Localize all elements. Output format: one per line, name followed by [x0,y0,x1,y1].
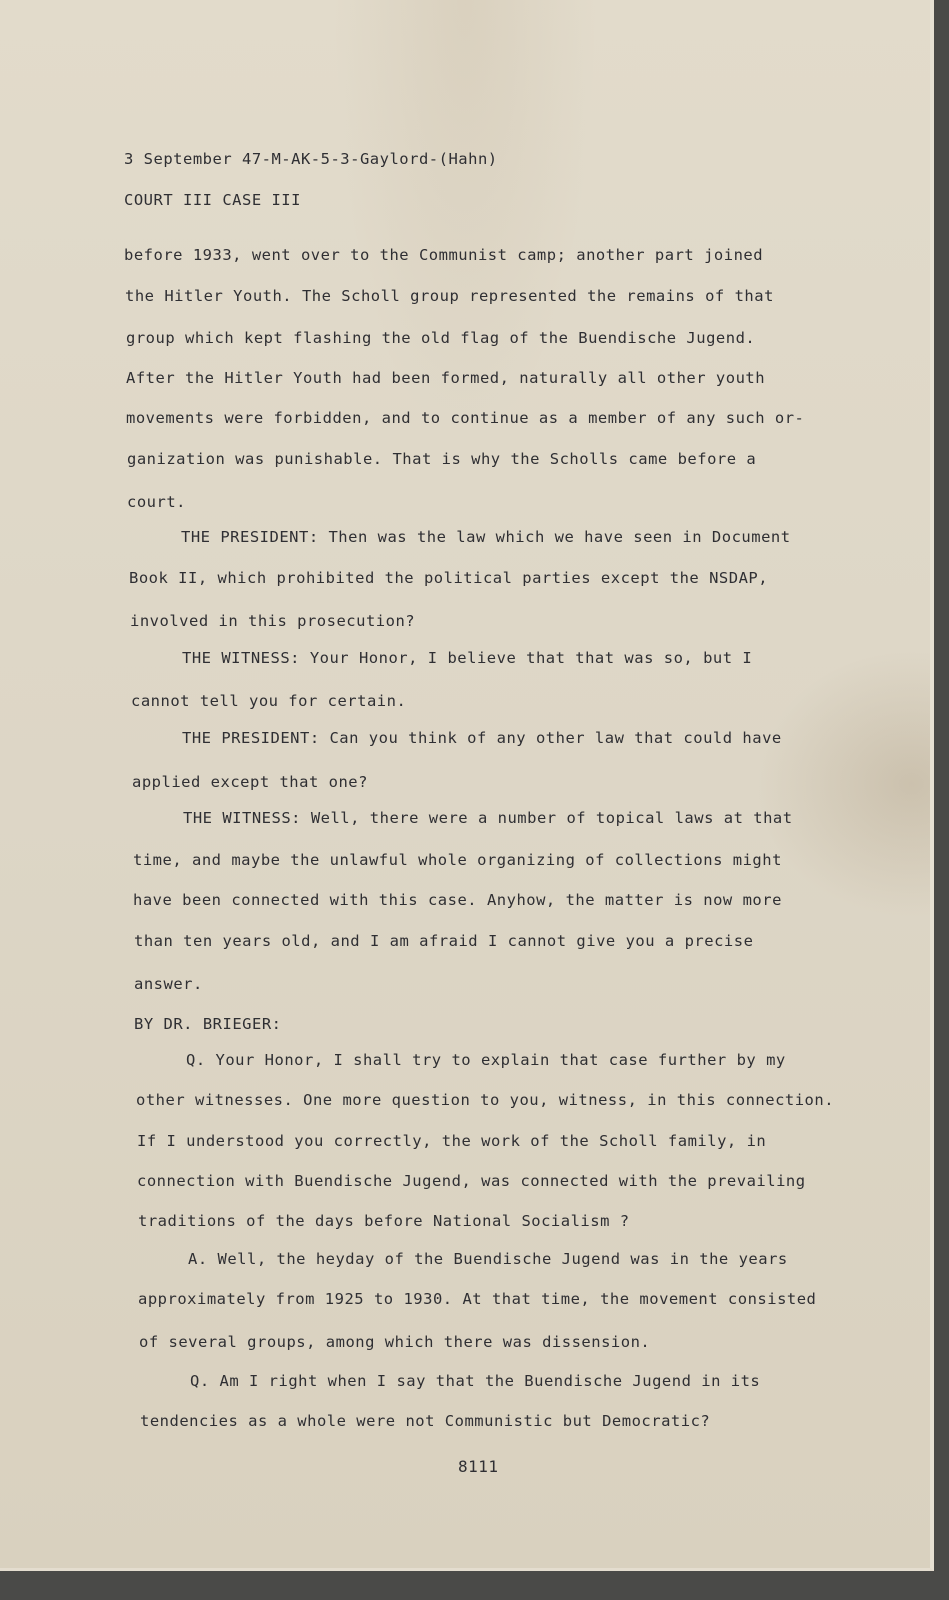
text-line-6: ganization was punishable. That is why the Scholls came before a [127,450,757,468]
examiner-heading: BY DR. BRIEGER: [134,1015,282,1033]
text-line-17: have been connected with this case. Anyhow, the matter is now more [133,891,782,909]
text-line-5: movements were forbidden, and to continue as a member of any such or- [126,409,805,427]
text-line-9: Book II, which prohibited the political parties except the NSDAP, [129,569,769,587]
text-line-14: applied except that one? [132,773,368,791]
text-line-26: A. Well, the heyday of the Buendische Jugend was in the years [188,1250,788,1268]
text-line-18: than ten years old, and I am afraid I cannot give you a precise [134,932,754,950]
text-line-7: court. [127,493,186,511]
text-line-25: traditions of the days before National Socialism ? [138,1212,630,1230]
text-line-23: If I understood you correctly, the work of the Scholl family, in [137,1132,767,1150]
text-line-1: before 1933, went over to the Communist camp; another part joined [124,246,764,264]
text-line-28: of several groups, among which there was dissension. [139,1333,651,1351]
text-line-8: THE PRESIDENT: Then was the law which we have seen in Document [181,528,791,546]
text-line-19: answer. [134,975,203,993]
text-line-24: connection with Buendische Jugend, was connected with the prevailing [137,1172,806,1190]
text-line-21: Q. Your Honor, I shall try to explain that case further by my [186,1051,786,1069]
text-line-11: THE WITNESS: Your Honor, I believe that that was so, but I [182,649,753,667]
text-line-10: involved in this prosecution? [130,612,416,630]
text-line-13: THE PRESIDENT: Can you think of any other law that could have [182,729,782,747]
text-line-27: approximately from 1925 to 1930. At that time, the movement consisted [138,1290,817,1308]
text-line-16: time, and maybe the unlawful whole organizing of collections might [133,851,782,869]
text-line-12: cannot tell you for certain. [131,692,407,710]
document-reference: 3 September 47-M-AK-5-3-Gaylord-(Hahn) [124,150,498,168]
text-line-29: Q. Am I right when I say that the Buendische Jugend in its [190,1372,761,1390]
text-line-22: other witnesses. One more question to you, witness, in this connection. [136,1091,835,1109]
text-line-15: THE WITNESS: Well, there were a number of topical laws at that [183,809,793,827]
page-number: 8111 [458,1457,499,1476]
text-line-30: tendencies as a whole were not Communistic but Democratic? [140,1412,711,1430]
text-line-4: After the Hitler Youth had been formed, naturally all other youth [126,369,766,387]
text-line-2: the Hitler Youth. The Scholl group represented the remains of that [125,287,774,305]
court-case-heading: COURT III CASE III [124,191,301,209]
text-line-3: group which kept flashing the old flag of the Buendische Jugend. [126,329,756,347]
